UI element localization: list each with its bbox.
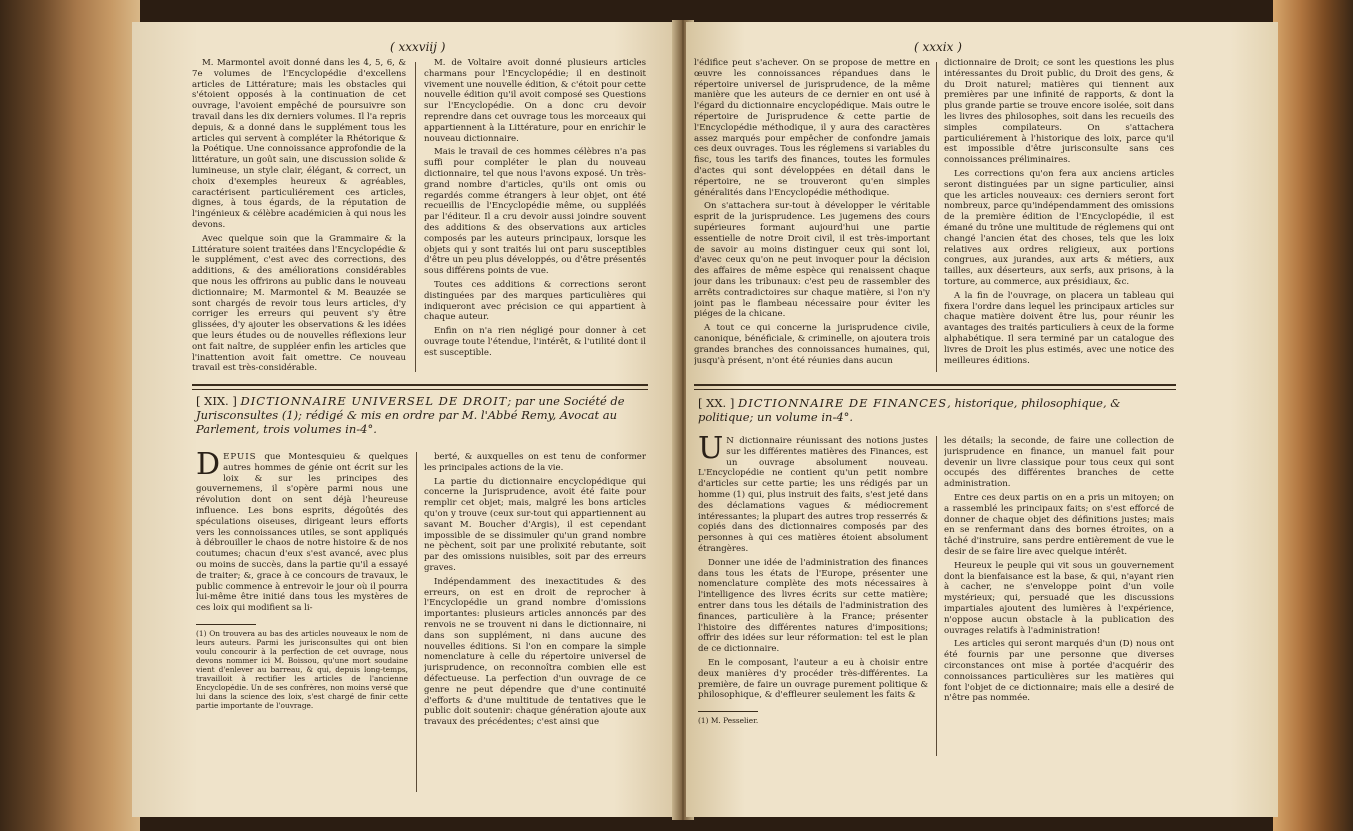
paragraph: dictionnaire réunissant des notions justes sur les différentes matières des Finances, est un ouvrage absolument nouveau. L'Encyclopédie ne contient qu'un petit nombre d'articles sur cette partie; les uns rédigés par un homme (1) qui, plus instruit des faits, s'est jeté dans des déclamations vagues & médiocrement intéressantes; la plupart des autres trop resserrés & copiés dans des dictionnaires composés par des personnes à qui ces matières étoient absolument étrangères. <box>698 436 928 554</box>
paragraph: l'édifice peut s'achever. On se propose de mettre en œuvre les connoissances répandues dans le répertoire universel de jurisprudence, de la même manière que les auteurs de ce dernier en ont usé à l'égard du dictionnaire encyclopédique. Mais outre le répertoire de Jurisprudence & cette partie de l'Encyclopédie méthodique, il y aura des caractères assez marqués pour empêcher de confondre jamais ces deux ouvrages. Tous les réglemens si variables du fisc, tous les tarifs des finances, toutes les formules d'actes qui sont développées en détail dans le répertoire, ne se trouveront qu'en simples généralités dans l'Encyclopédie méthodique. <box>694 58 930 198</box>
paragraph: Toutes ces additions & corrections seront distinguées par des marques particulières qui indiqueront avec précision ce qui appartient à chaque auteur. <box>424 279 646 323</box>
paragraph: M. Marmontel avoit donné dans les 4, 5, 6, & 7e volumes de l'Encyclopédie d'excellens articles de Littérature; mais les obstacles qui s'étoient opposés à la continuation de cet ouvrage, l'avoient empêché de poursuivre son travail dans les dix derniers volumes. Il l'a repris depuis, & a donné dans le supplément tous les articles qui servent à compléter la Rhétorique & la Poétique. Une connoissance approfondie de la littérature, un goût sain, une discussion solide & lumineuse, un style clair, élégant, & correct, un choix d'exemples heureux & agréables, caractérisent particuliérement ces articles, dignes, à tous égards, de la réputation de l'ingénieux & célèbre académicien à qui nous les devons. <box>192 58 406 230</box>
article-number: [ XX. ] <box>698 396 735 410</box>
article-name: DICTIONNAIRE DE FINANCES <box>737 396 948 410</box>
right-article-column-2 <box>944 436 1174 806</box>
paragraph: En le composant, l'auteur a eu à choisir entre deux manières d'y procéder très-différentes. La première, de faire un ouvrage purement politique & philosophique, & d'effleurer seulement les faits & <box>698 657 928 701</box>
paragraph: A tout ce qui concerne la jurisprudence civile, canonique, bénéficiale, & criminelle, on ajoutera trois grandes branches des connoissances humaines, qui, jusqu'à présent, n'ont été réunies dans aucun <box>694 323 930 366</box>
paragraph: Avec quelque soin que la Grammaire & la Littérature soient traitées dans l'Encyclopédie & le supplément, c'est avec des corrections, des additions, & des améliorations considérables que nous les offrirons au public dans le nouveau dictionnaire; M. Marmontel & M. Beauzée se sont chargés de revoir tous leurs articles, d'y corriger les erreurs qui peuvent s'y être glissées, d'y ajouter les observations & les idées que leurs études ou de nouvelles réflexions leur ont fait naître, de suppléer enfin les articles que l'inattention avoit fait omettre. Ce nouveau travail est très-considérable. <box>192 233 406 374</box>
paragraph: les détails; la seconde, de faire une collection de jurisprudence en finance, un manuel fait pour devenir un livre classique pour tous ceux qui sont occupés des différentes branches de cette administration. <box>944 436 1174 490</box>
paragraph: M. de Voltaire avoit donné plusieurs articles charmans pour l'Encyclopédie; il en destinoit vivement une nouvelle édition, & c'étoit pour cette nouvelle édition qu'il avoit composé ses Questions sur l'Encyclopédie. On a donc cru devoir reprendre dans cet ouvrage tous les morceaux qui appartiennent à la Littérature, pour en enrichir le nouveau dictionnaire. <box>424 58 646 144</box>
page-number: ( xxxviij ) <box>390 40 446 54</box>
first-word: N <box>726 436 735 446</box>
article-subtitle: , historique, philosophique, & politique; un volume in-4°. <box>698 396 1121 424</box>
footnote: (1) On trouvera au bas des articles nouveaux le nom de leurs auteurs. Parmi les jurisconsultes qui ont bien voulu concourir à la perfection de cet ouvrage, nous devons nommer ici M. Boissou, qu'une mort soudaine vient d'enlever au barreau, & qui, depuis long-temps, travailloit à rectifier les articles de l'ancienne Encyclopédie. Un de ses confrères, non moins versé que lui dans la science des loix, s'est chargé de finir cette partie importante de l'ouvrage. <box>196 628 408 710</box>
book-edge-right <box>1273 0 1353 831</box>
paragraph: Les articles qui seront marqués d'un (D) nous ont été fournis par une personne que diverses circonstances ont mise à portée d'acquérir des connoissances particulières sur les matières qui font l'objet de ce dictionnaire; mais elle a desiré de n'être pas nommée. <box>944 639 1174 704</box>
paragraph: berté, & auxquelles on est tenu de conformer les principales actions de la vie. <box>424 452 646 473</box>
footnote-rule <box>196 624 256 625</box>
paragraph: A la fin de l'ouvrage, on placera un tableau qui fixera l'ordre dans lequel les principaux articles sur chaque matière doivent être lus, pour réunir les avantages des traités particuliers à ceux de la forme alphabétique. Il sera terminé par un catalogue des livres de Droit les plus estimés, avec une notice des meilleures éditions. <box>944 290 1174 366</box>
right-article-column-1 <box>698 436 928 806</box>
first-word: EPUIS <box>223 452 257 462</box>
paragraph: Entre ces deux partis on en a pris un mitoyen; on a rassemblé les principaux faits; on s'est efforcé de donner de chaque objet des définitions justes; mais en se renfermant dans des bornes étroites, on a tâché d'instruire, sans perdre entièrement de vue le desir de se faire lire avec quelque intérêt. <box>944 492 1174 557</box>
paragraph: Mais le travail de ces hommes célèbres n'a pas suffi pour compléter le plan du nouveau dictionnaire, tel que nous l'avons exposé. Un très-grand nombre d'articles, qu'ils ont omis ou regardés comme étrangers à leur objet, ont été recueillis de l'Encyclopédie même, ou suppléés par l'éditeur. Il a cru devoir aussi joindre souvent des additions & des observations aux articles composés par les auteurs principaux, lorsque les objets qui y sont traités lui ont paru susceptibles d'être un peu plus développés, ou d'être présentés sous différens points de vue. <box>424 147 646 277</box>
column-divider <box>416 452 417 792</box>
left-top-column-2 <box>424 58 646 376</box>
column-divider <box>936 62 937 372</box>
paragraph: Indépendamment des inexactitudes & des erreurs, on est en droit de reprocher à l'Encyclopédie un grand nombre d'omissions importantes: plusieurs articles annoncés par des renvois ne se trouvent ni dans le dictionnaire, ni dans son supplément, ni dans aucune des nouvelles éditions. Si l'on en compare la simple nomenclature à celle du répertoire universel de jurisprudence, on reconnoîtra combien elle est défectueuse. La perfection d'un ouvrage de ce genre ne peut dépendre que d'une continuité d'efforts & d'une multitude de tentatives que le public doit soutenir: chaque génération ajoute aux travaux des précédentes; c'est ainsi que <box>424 576 646 728</box>
left-top-column-1 <box>192 58 406 376</box>
drop-cap: U <box>698 436 724 466</box>
footnote-rule <box>698 711 758 712</box>
column-divider <box>415 62 416 372</box>
article-number: [ XIX. ] <box>196 394 237 408</box>
left-article-column-1 <box>196 452 408 802</box>
paragraph: dictionnaire de Droit; ce sont les questions les plus intéressantes du Droit public, du Droit des gens, & du Droit naturel; matières qui tiennent aux premières par une infinité de rapports, & dont la plus grande partie se trouve encore isolée, soit dans les livres des philosophes, soit dans les recueils des simples compilateurs. On s'attachera particuliérement à l'historique des loix, parce qu'il est impossible d'être jurisconsulte sans ces connoissances préliminaires. <box>944 58 1174 166</box>
article-title <box>196 394 648 436</box>
book-edge-left <box>0 0 140 831</box>
section-rule <box>694 384 1176 390</box>
column-divider <box>936 436 937 756</box>
page-number: ( xxxix ) <box>914 40 962 54</box>
paragraph: Heureux le peuple qui vit sous un gouvernement dont la bienfaisance est la base, & qui, n'ayant rien à cacher, ne s'enveloppe point d'un voile mystérieux; qui, persuadé que les discussions impartiales ajoutent des lumières à l'expérience, n'oppose aucun obstacle à la publication des ouvrages relatifs à l'administration! <box>944 560 1174 636</box>
paragraph: Les corrections qu'on fera aux anciens articles seront distinguées par un signe particulier, ainsi que les articles nouveaux: ces derniers seront fort nombreux, parce qu'indépendamment des omissions de la première édition de l'Encyclopédie, il est émané du trône une multitude de réglemens qui ont changé l'ancien état des choses, tels que les loix relatives aux ordres religieux, aux portions congrues, aux jurandes, aux arts & métiers, aux tailles, aux déserteurs, aux serfs, aux prisons, à la torture, au commerce, aux présidiaux, &c. <box>944 168 1174 287</box>
article-subtitle: ; par une Société de Jurisconsultes (1); rédigé & mis en ordre par M. l'Abbé Remy, Avocat au Parlement, trois volumes in-4°. <box>196 394 625 436</box>
right-top-column-2 <box>944 58 1174 376</box>
left-page <box>132 22 680 817</box>
right-top-column-1 <box>694 58 930 376</box>
paragraph: La partie du dictionnaire encyclopédique qui concerne la Jurisprudence, avoit été faite pour remplir cet objet; mais, malgré les bons articles qu'on y trouve (ceux sur-tout qui appartiennent au savant M. Boucher d'Argis), il est cependant impossible de se dissimuler qu'un grand nombre ne pèchent, soit par une prolixité rebutante, soit par des omissions nuisibles, soit par des erreurs graves. <box>424 476 646 573</box>
paragraph: que Montesquieu & quelques autres hommes de génie ont écrit sur les loix & sur les principes des gouvernemens, il s'opère parmi nous une révolution dont on sent déjà l'heureuse influence. Les bons esprits, dégoûtés des spéculations oiseuses, dirigeant leurs efforts vers les connoissances utiles, se sont appliqués à débrouiller le chaos de notre histoire & de nos coutumes; chacun d'eux s'est avancé, avec plus ou moins de succès, dans la partie qu'il a essayé de traiter; &, grace à ce concours de travaux, le public commence à entrevoir le jour où il pourra lui-même être initié dans tous les mystères de ces loix qui modifient sa li- <box>196 452 408 614</box>
paragraph: Enfin on n'a rien négligé pour donner à cet ouvrage toute l'étendue, l'intérêt, & l'utilité dont il est susceptible. <box>424 326 646 358</box>
paragraph: Donner une idée de l'administration des finances dans tous les états de l'Europe, présenter une nomenclature complète des mots nécessaires à l'intelligence des livres écrits sur cette matière; entrer dans tous les détails de l'administration des finances, particulière à la France; présenter l'histoire des différentes natures d'impositions; offrir des idées sur leur réformation: tel est le plan de ce dictionnaire. <box>698 557 928 655</box>
article-name: DICTIONNAIRE UNIVERSEL DE DROIT <box>240 394 508 408</box>
right-page <box>686 22 1278 817</box>
left-article-column-2 <box>424 452 646 802</box>
article-title <box>698 396 1176 424</box>
paragraph: On s'attachera sur-tout à développer le véritable esprit de la jurisprudence. Les jugemens des cours supérieures formant aujourd'hui une partie essentielle de notre Droit civil, il est très-important de savoir au moins distinguer ceux qui sont loi, d'avec ceux qu'on ne peut invoquer pour la décision des affaires de même espèce qui renaissent chaque jour dans les tribunaux: c'est peu de rassembler des arrêts contradictoires sur chaque matière, si l'on n'y joint pas le flambeau nécessaire pour éviter les piéges de la chicane. <box>694 201 930 320</box>
drop-cap: D <box>196 452 221 482</box>
footnote: (1) M. Pesselier. <box>698 716 759 726</box>
section-rule <box>192 384 648 390</box>
